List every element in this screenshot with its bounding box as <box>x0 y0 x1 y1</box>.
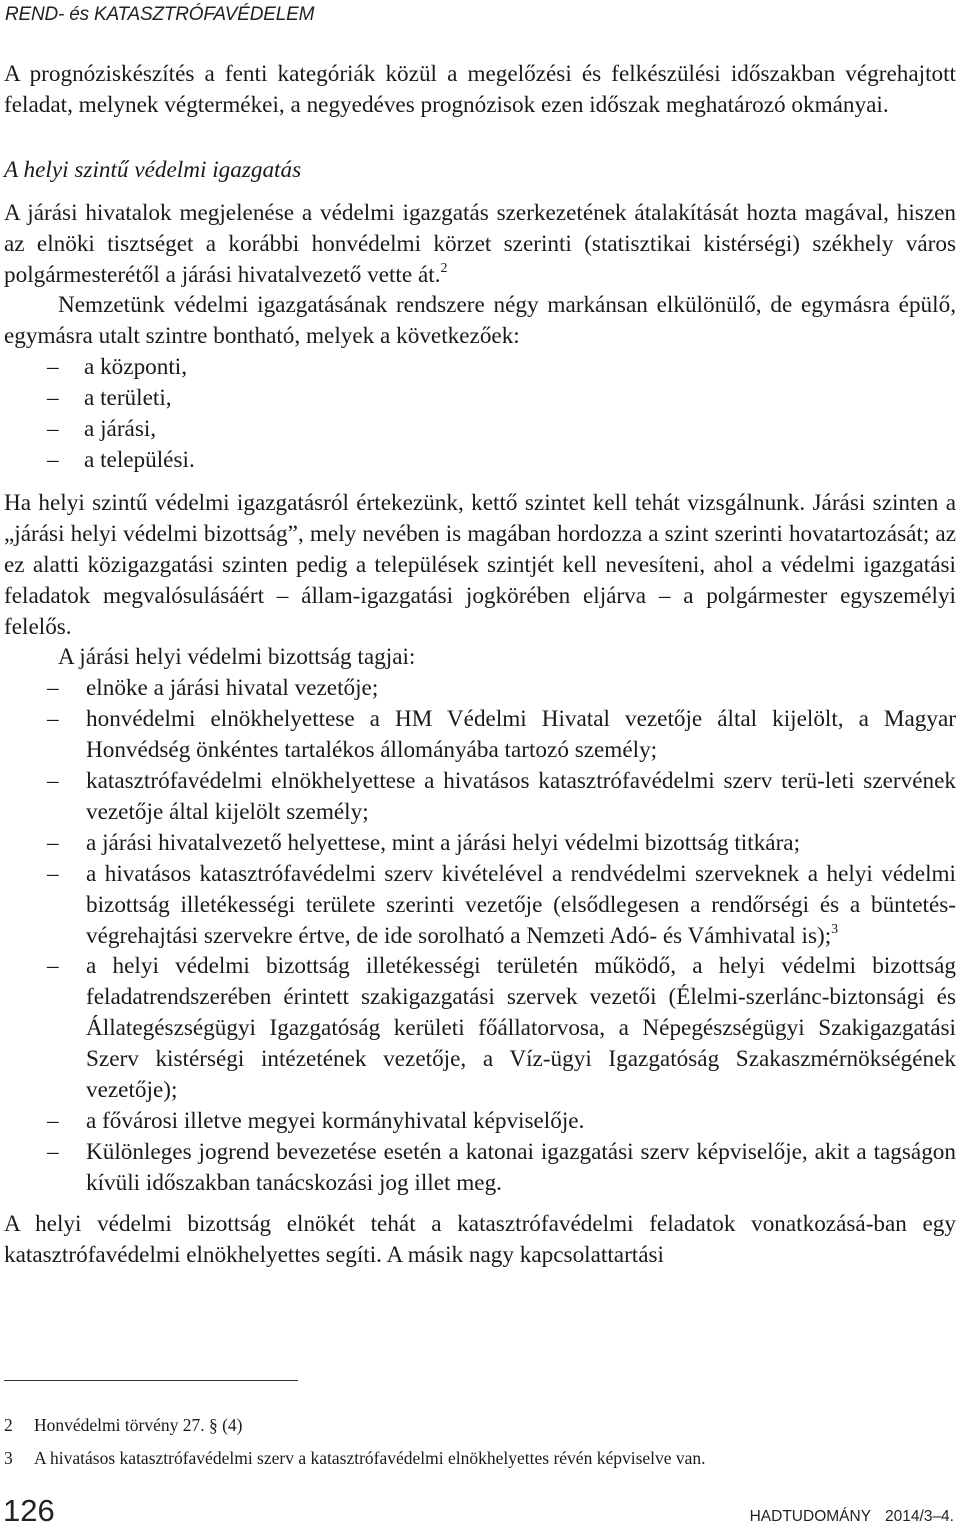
footnote-text: Honvédelmi törvény 27. § (4) <box>34 1415 243 1435</box>
list-item: – a központi, <box>4 352 956 383</box>
paragraph-local-level: Ha helyi szintű védelmi igazgatásról értekezünk, kettő szintet kell tehát vizsgálnunk. Járási szinten a „járási helyi védelmi bizottság”, mely nevében is magában hordozza a szint szerinti hovatartozását; az ez alatti közigazgatási szinten pedig a települések szintjét kell nevesíteni, ahol a védelmi igazgatási feladatok megvalósulásáért – állam-igazgatási jogkörében eljárva – a polgármester egyszemélyi felelős. <box>4 489 956 640</box>
list-item: – a települési. <box>4 445 956 476</box>
paragraph-chair-support: A helyi védelmi bizottság elnökét tehát a katasztrófavédelmi feladatok vonatkozásá-ban egy katasztrófavédelmi elnökhelyettes segíti. A másik nagy kapcsolattartási <box>4 1210 956 1268</box>
journal-title: HADTUDOMÁNY <box>749 1508 872 1525</box>
list-item: – a járási, <box>4 414 956 445</box>
section-title: A helyi szintű védelmi igazgatás <box>4 156 302 183</box>
journal-footer <box>750 1508 954 1526</box>
running-header: REND- és KATASZTRÓFAVÉDELEM <box>5 4 315 25</box>
body-text <box>4 59 956 1271</box>
list-item: – Különleges jogrend bevezetése esetén a katonai igazgatási szerv képviselője, akit a tagságon kívüli időszakban tanácskozási jog illet meg. <box>4 1137 956 1199</box>
paragraph-prognosis: A prognóziskészítés a fenti kategóriák közül a megelőzési és felkészülési időszakban végrehajtott feladat, melynek végtermékei, a negyedéves prognózisok ezen időszak meghatározó okmányai. <box>4 61 956 118</box>
footnote-ref-3[interactable]: 3 <box>831 921 839 937</box>
list-item-text: a hivatásos katasztrófavédelmi szerv kivételével a rendvédelmi szerveknek a helyi védelmi bizottság illetékességi területe szerinti vezetője (elsődlegesen a rendőrségi és a büntetés-végrehajtási szervekre értve, de ide sorolható a Nemzeti Adó- és Vámhivatal is); <box>86 860 956 949</box>
footnote-2 <box>4 1409 956 1442</box>
list-item: – a járási hivatalvezető helyettese, mint a járási helyi védelmi bizottság titkára; <box>4 828 956 859</box>
paragraph-text: A járási hivatalok megjelenése a védelmi igazgatás szerkezetének átalakítását hozta magával, hiszen az elnöki tisztséget a korábbi honvédelmi körzet szerinti (statisztikai kistérségi) székhely város polgármesterétől a járási hivatalvezető vette át. <box>4 199 956 288</box>
journal-issue: 2014/3–4. <box>885 1508 954 1525</box>
list-item <box>4 859 956 952</box>
paragraph-levels-intro: Nemzetünk védelmi igazgatásának rendszere négy markánsan elkülönülő, de egymásra épülő, egymásra utalt szintre bontható, melyek a következőek: <box>4 292 956 350</box>
footnote-number: 3 <box>4 1448 13 1468</box>
footnote-ref-2[interactable]: 2 <box>440 260 448 276</box>
paragraph-district-offices <box>4 198 956 291</box>
page-number: 126 <box>3 1493 55 1528</box>
footnote-divider <box>4 1380 298 1381</box>
footnote-number: 2 <box>4 1415 13 1435</box>
list-item: – honvédelmi elnökhelyettese a HM Védelmi Hivatal vezetője által kijelölt, a Magyar Honvédség önkéntes tartalékos állományába tartozó személy; <box>4 704 956 766</box>
list-item: – katasztrófavédelmi elnökhelyettese a hivatásos katasztrófavédelmi szerv terü-leti szervének vezetője által kijelölt személy; <box>4 766 956 828</box>
list-item: – a fővárosi illetve megyei kormányhivatal képviselője. <box>4 1106 956 1137</box>
paragraph-members-intro: A járási helyi védelmi bizottság tagjai: <box>58 644 416 671</box>
members-list <box>4 673 956 1198</box>
list-item: – elnöke a járási hivatal vezetője; <box>4 673 956 704</box>
footnote-text: A hivatásos katasztrófavédelmi szerv a katasztrófavédelmi elnökhelyettes révén képviselve van. <box>34 1448 706 1468</box>
footnote-3 <box>4 1442 956 1475</box>
footnotes <box>4 1409 956 1475</box>
levels-list <box>4 352 956 476</box>
list-item: – a területi, <box>4 383 956 414</box>
list-item: – a helyi védelmi bizottság illetékességi területén működő, a helyi védelmi bizottság feladatrendszerében érintett szakigazgatási szervek vezetői (Élelmi-szerlánc-biztonsági és Állategészségügyi Igazgatóság kerületi főállatorvosa, a Népegészségügyi Szakigazgatási Szerv kistérségi intézetének vezetője, a Víz-ügyi Igazgatóság Szakaszmérnökségének vezetője); <box>4 951 956 1106</box>
